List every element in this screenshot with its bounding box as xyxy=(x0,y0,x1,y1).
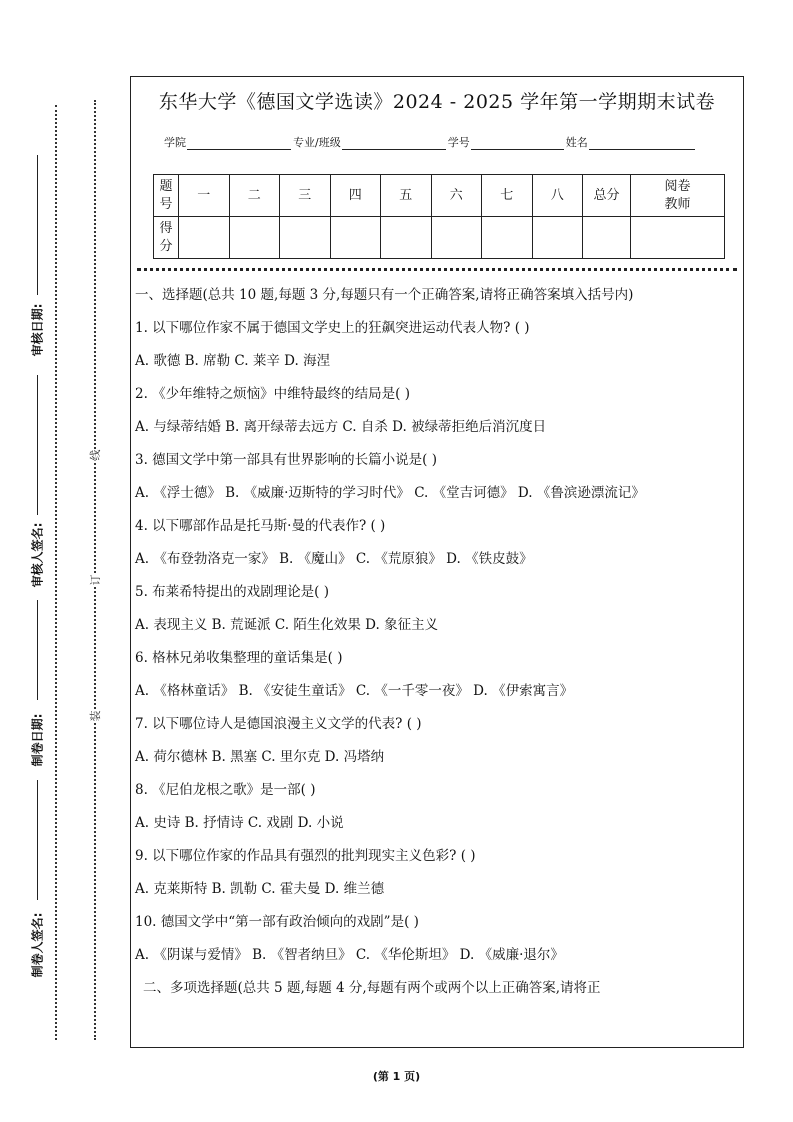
dotted-separator xyxy=(137,268,737,271)
question-3: 3. 德国文学中第一部具有世界影响的长篇小说是( ) xyxy=(135,452,437,468)
score-table-header-row xyxy=(154,175,725,217)
college-field[interactable] xyxy=(187,137,291,150)
reviewer-sign-label: 审核人签名: xyxy=(30,522,45,588)
col-header: 二 xyxy=(229,175,280,217)
maker-sign-label: 制卷人签名: xyxy=(30,912,45,978)
options-4: A. 《布登勃洛克一家》 B. 《魔山》 C. 《荒原狼》 D. 《铁皮鼓》 xyxy=(135,551,533,567)
question-10: 10. 德国文学中“第一部有政治倾向的戏剧”是( ) xyxy=(135,914,419,930)
col-header: 四 xyxy=(330,175,381,217)
binding-char-bind: 订 xyxy=(85,575,105,586)
options-6: A. 《格林童话》 B. 《安徒生童话》 C. 《一千零一夜》 D. 《伊索寓言》 xyxy=(135,683,574,699)
name-field[interactable] xyxy=(589,137,695,150)
options-5: A. 表现主义 B. 荒诞派 C. 陌生化效果 D. 象征主义 xyxy=(135,617,439,633)
exam-title: 东华大学《德国文学选读》2024 - 2025 学年第一学期期末试卷 xyxy=(158,91,716,113)
col-header: 七 xyxy=(482,175,533,217)
options-10: A. 《阴谋与爱情》 B. 《智者纳旦》 C. 《华伦斯坦》 D. 《威廉·退尔》 xyxy=(135,947,564,963)
options-8: A. 史诗 B. 抒情诗 C. 戏剧 D. 小说 xyxy=(135,815,344,831)
name-label: 姓名 xyxy=(565,136,588,149)
question-6: 6. 格林兄弟收集整理的童话集是( ) xyxy=(135,650,343,666)
outer-dotted-line xyxy=(55,105,57,1040)
major-class-label: 专业/班级 xyxy=(293,136,341,149)
score-table-score-row xyxy=(154,217,725,259)
section1-heading: 一、选择题(总共 10 题,每题 3 分,每题只有一个正确答案,请将正确答案填入括号内) xyxy=(135,287,634,303)
col-header: 五 xyxy=(381,175,432,217)
inner-dotted-line xyxy=(94,100,96,1040)
binding-char-line: 线 xyxy=(85,450,105,461)
score-cell-grader[interactable] xyxy=(631,217,725,259)
question-7: 7. 以下哪位诗人是德国浪漫主义文学的代表? ( ) xyxy=(135,716,422,732)
options-9: A. 克莱斯特 B. 凯勒 C. 霍夫曼 D. 维兰德 xyxy=(135,881,385,897)
score-cell[interactable] xyxy=(330,217,381,259)
question-4: 4. 以下哪部作品是托马斯·曼的代表作? ( ) xyxy=(135,518,386,534)
score-cell[interactable] xyxy=(179,217,230,259)
student-id-field[interactable] xyxy=(471,137,564,150)
maker-sign-line[interactable] xyxy=(37,780,38,900)
row-label-score: 得分 xyxy=(154,217,179,259)
score-cell-total[interactable] xyxy=(583,217,631,259)
question-8: 8. 《尼伯龙根之歌》是一部( ) xyxy=(135,782,316,798)
student-info-row xyxy=(164,134,697,150)
question-9: 9. 以下哪位作家的作品具有强烈的批判现实主义色彩? ( ) xyxy=(135,848,476,864)
reviewer-sign-line[interactable] xyxy=(37,375,38,515)
score-cell[interactable] xyxy=(229,217,280,259)
score-cell[interactable] xyxy=(280,217,331,259)
exam-paper xyxy=(130,76,744,1048)
college-label: 学院 xyxy=(164,136,186,149)
review-date-line[interactable] xyxy=(37,155,38,295)
score-table xyxy=(153,174,725,259)
student-id-label: 学号 xyxy=(447,136,470,149)
score-cell[interactable] xyxy=(482,217,533,259)
question-2: 2. 《少年维特之烦恼》中维特最终的结局是( ) xyxy=(135,386,410,402)
options-1: A. 歌德 B. 席勒 C. 莱辛 D. 海涅 xyxy=(135,353,331,369)
score-cell[interactable] xyxy=(381,217,432,259)
exam-content xyxy=(135,284,737,1010)
col-header: 三 xyxy=(280,175,331,217)
row-label-question-no: 题号 xyxy=(154,175,179,217)
col-header: 六 xyxy=(431,175,482,217)
options-2: A. 与绿蒂结婚 B. 离开绿蒂去远方 C. 自杀 D. 被绿蒂拒绝后消沉度日 xyxy=(135,419,547,435)
section2-heading: 二、多项选择题(总共 5 题,每题 4 分,每题有两个或两个以上正确答案,请将正 xyxy=(143,980,601,996)
maker-date-label: 制卷日期: xyxy=(30,713,45,767)
question-5: 5. 布莱希特提出的戏剧理论是( ) xyxy=(135,584,329,600)
options-3: A. 《浮士德》 B. 《威廉·迈斯特的学习时代》 C. 《堂吉诃德》 D. 《鲁滨逊漂流记》 xyxy=(135,485,645,501)
score-cell[interactable] xyxy=(532,217,583,259)
page-number: (第 1 页) xyxy=(372,1070,421,1083)
maker-date-line[interactable] xyxy=(37,600,38,700)
col-header-total: 总分 xyxy=(583,175,631,217)
col-header: 八 xyxy=(532,175,583,217)
col-header-grader: 阅卷教师 xyxy=(631,175,725,217)
question-1: 1. 以下哪位作家不属于德国文学史上的狂飙突进运动代表人物? ( ) xyxy=(135,320,530,336)
binding-char-pack: 装 xyxy=(85,711,105,722)
options-7: A. 荷尔德林 B. 黑塞 C. 里尔克 D. 冯塔纳 xyxy=(135,749,385,765)
col-header: 一 xyxy=(179,175,230,217)
major-class-field[interactable] xyxy=(342,137,446,150)
review-date-label: 审核日期: xyxy=(30,303,45,357)
score-cell[interactable] xyxy=(431,217,482,259)
